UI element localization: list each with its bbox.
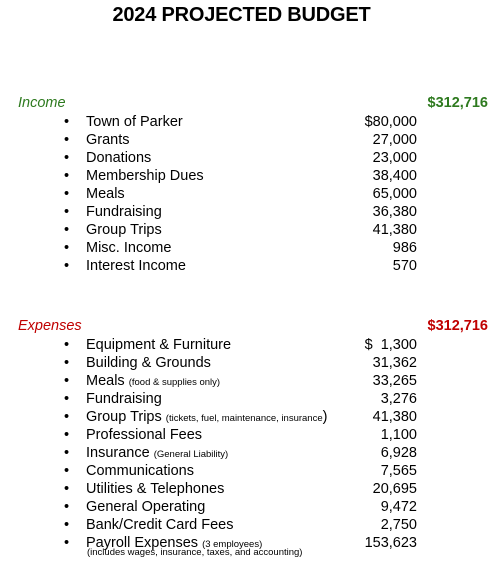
line-item-amount: 20,695 — [372, 481, 417, 497]
bullet-icon: • — [64, 427, 70, 443]
line-item-amount: $ 1,300 — [364, 337, 417, 353]
expense-row — [64, 336, 417, 354]
expenses-total: $312,716 — [427, 318, 488, 334]
bullet-icon: • — [64, 222, 70, 238]
expense-row — [64, 444, 417, 462]
expense-row — [64, 408, 417, 426]
line-item-label — [86, 516, 233, 534]
bullet-icon: • — [64, 517, 70, 533]
line-item-name: Grants — [86, 132, 130, 148]
bullet-icon: • — [64, 391, 70, 407]
line-item-label — [86, 185, 125, 203]
bullet-icon: • — [64, 409, 70, 425]
bullet-icon: • — [64, 481, 70, 497]
expense-row — [64, 372, 417, 390]
line-item-amount: 9,472 — [380, 499, 417, 515]
bullet-icon: • — [64, 337, 70, 353]
line-item-amount: 38,400 — [372, 168, 417, 184]
line-item-name: Misc. Income — [86, 240, 172, 256]
expenses-label: Expenses — [18, 318, 82, 334]
line-item-amount: 2,750 — [380, 517, 417, 533]
line-item-name: Insurance — [86, 445, 150, 461]
line-item-label — [86, 167, 204, 185]
line-item-name: Donations — [86, 150, 152, 166]
line-item-label — [86, 336, 231, 354]
page-title: 2024 PROJECTED BUDGET — [112, 4, 371, 26]
line-item-amount: 23,000 — [372, 150, 417, 166]
expense-row — [64, 426, 417, 444]
line-item-amount: 36,380 — [372, 204, 417, 220]
expense-row — [64, 498, 417, 516]
line-item-label — [86, 149, 151, 167]
expense-row — [64, 390, 417, 408]
line-item-name: Interest Income — [86, 258, 186, 274]
line-item-label — [86, 203, 162, 221]
line-item-label — [86, 113, 183, 131]
line-item-label — [86, 354, 211, 372]
line-item-amount: 6,928 — [380, 445, 417, 461]
line-item-amount: 41,380 — [372, 409, 417, 425]
bullet-icon: • — [64, 168, 70, 184]
line-item-name: Communications — [86, 463, 194, 479]
line-item-amount: 153,623 — [364, 535, 417, 551]
income-row — [64, 113, 417, 131]
line-item-label — [86, 444, 228, 464]
line-item-name: Group Trips — [86, 409, 162, 425]
line-item-name: Fundraising — [86, 204, 162, 220]
income-row — [64, 239, 417, 257]
line-item-note: (tickets, fuel, maintenance, insurance — [165, 413, 323, 424]
line-item-label — [86, 408, 327, 428]
expense-row — [64, 480, 417, 498]
line-item-label — [86, 462, 194, 480]
line-item-amount: 3,276 — [380, 391, 417, 407]
line-item-note: (food & supplies only) — [128, 377, 221, 388]
line-item-label — [86, 239, 171, 257]
line-item-amount: 1,100 — [380, 427, 417, 443]
line-item-name: Membership Dues — [86, 168, 204, 184]
line-item-name: Fundraising — [86, 391, 162, 407]
expense-row — [64, 516, 417, 534]
line-item-label — [86, 372, 220, 392]
expense-row — [64, 462, 417, 480]
income-row — [64, 203, 417, 221]
payroll-subnote: (includes wages, insurance, taxes, and accounting) — [87, 547, 303, 558]
income-row — [64, 221, 417, 239]
line-item-amount: 31,362 — [372, 355, 417, 371]
income-row — [64, 185, 417, 203]
line-item-label — [86, 390, 162, 408]
line-item-label — [86, 480, 224, 498]
line-item-name: Payroll Expenses — [86, 535, 199, 551]
line-item-name: Equipment & Furniture — [86, 337, 232, 353]
line-item-name: Town of Parker — [86, 114, 183, 130]
line-item-label — [86, 221, 162, 239]
line-item-note: (3 employees) — [202, 539, 263, 550]
expenses-list — [64, 336, 417, 552]
income-label: Income — [18, 95, 66, 111]
income-total: $312,716 — [427, 95, 488, 111]
line-item-amount: 41,380 — [372, 222, 417, 238]
line-item-label — [86, 131, 130, 149]
expense-row — [64, 354, 417, 372]
line-item-amount: $80,000 — [364, 114, 417, 130]
bullet-icon: • — [64, 150, 70, 166]
bullet-icon: • — [64, 445, 70, 461]
income-header — [18, 95, 488, 113]
line-item-amount: 7,565 — [380, 463, 417, 479]
income-row — [64, 149, 417, 167]
line-item-amount: 65,000 — [372, 186, 417, 202]
line-item-name: Professional Fees — [86, 427, 203, 443]
line-item-name: Group Trips — [86, 222, 162, 238]
line-item-label — [86, 498, 205, 516]
income-row — [64, 167, 417, 185]
bullet-icon: • — [64, 132, 70, 148]
line-item-amount: 27,000 — [372, 132, 417, 148]
bullet-icon: • — [64, 535, 70, 551]
line-item-name: Utilities & Telephones — [86, 481, 225, 497]
line-item-amount: 986 — [392, 240, 417, 256]
bullet-icon: • — [64, 463, 70, 479]
line-item-suffix: ) — [322, 409, 328, 425]
bullet-icon: • — [64, 499, 70, 515]
line-item-name: Building & Grounds — [86, 355, 211, 371]
bullet-icon: • — [64, 240, 70, 256]
line-item-label — [86, 426, 202, 444]
bullet-icon: • — [64, 373, 70, 389]
line-item-amount: 570 — [392, 258, 417, 274]
line-item-name: Bank/Credit Card Fees — [86, 517, 234, 533]
bullet-icon: • — [64, 204, 70, 220]
bullet-icon: • — [64, 186, 70, 202]
line-item-amount: 33,265 — [372, 373, 417, 389]
line-item-name: Meals — [86, 373, 125, 389]
income-row — [64, 257, 417, 275]
income-list — [64, 113, 417, 275]
income-row — [64, 131, 417, 149]
line-item-name: General Operating — [86, 499, 206, 515]
line-item-name: Meals — [86, 186, 125, 202]
expenses-header — [18, 318, 488, 336]
bullet-icon: • — [64, 258, 70, 274]
bullet-icon: • — [64, 114, 70, 130]
line-item-note: (General Liability) — [153, 449, 229, 460]
bullet-icon: • — [64, 355, 70, 371]
line-item-label — [86, 257, 186, 275]
